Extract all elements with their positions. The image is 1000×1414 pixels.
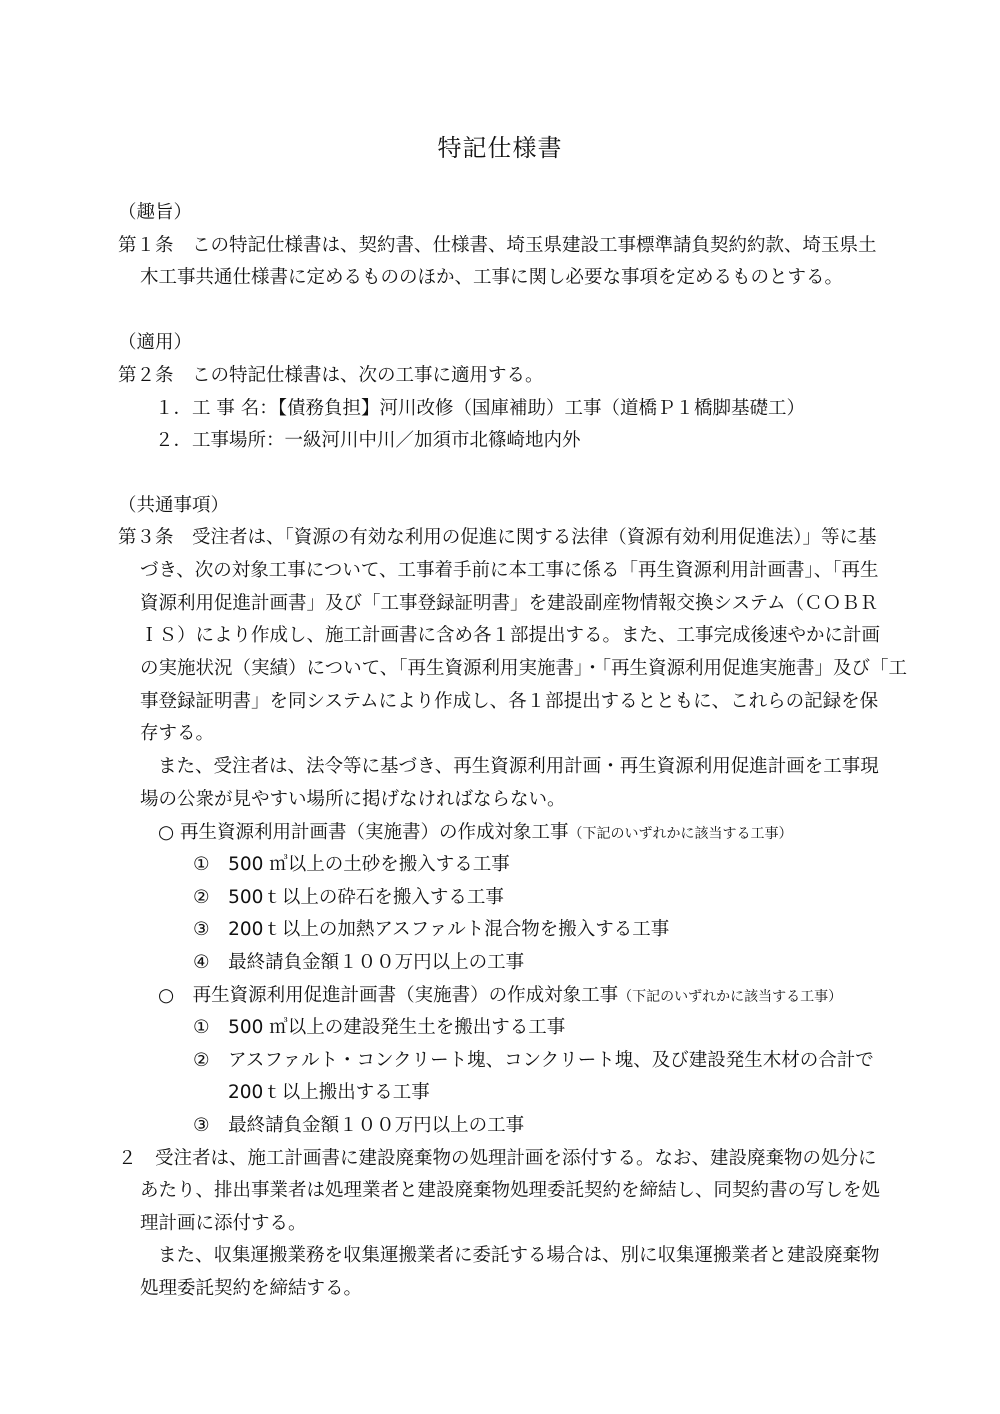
list-2-item: ② アスファルト・コンクリート塊、コンクリート塊、及び建設発生木材の合計で	[193, 1050, 874, 1071]
article-2-item-1: １．工 事 名：【債務負担】河川改修（国庫補助）工事（道橋Ｐ１橋脚基礎工）	[155, 398, 806, 419]
article-3-para-b-line-1: また、受注者は、法令等に基づき、再生資源利用計画・再生資源利用促進計画を工事現	[158, 756, 879, 777]
article-2-item-2: ２．工事場所：一級河川中川／加須市北篠崎地内外	[155, 430, 581, 451]
article-2-line-1: 第２条 この特記仕様書は、次の工事に適用する。	[118, 365, 544, 386]
article-3-line-7: 存する。	[140, 723, 215, 744]
list-1-item: ① 500 ㎥以上の土砂を搬入する工事	[193, 854, 510, 875]
heading-purpose: （趣旨）	[118, 202, 193, 223]
heading-application: （適用）	[118, 332, 193, 353]
list-1-heading	[158, 817, 793, 850]
list-1-heading-note: （下記のいずれかに該当する工事）	[568, 826, 793, 842]
article-3-para-2-line-3: 理計画に添付する。	[140, 1213, 307, 1234]
heading-common: （共通事項）	[118, 495, 230, 516]
list-1-item: ③ 200ｔ以上の加熱アスファルト混合物を搬入する工事	[193, 919, 670, 940]
article-3-line-6: 事登録証明書」を同システムにより作成し、各１部提出するとともに、これらの記録を保	[140, 691, 879, 712]
article-3-line-1: 第３条 受注者は、「資源の有効な利用の促進に関する法律（資源有効利用促進法）」等に基	[118, 527, 877, 548]
list-1-heading-text: ○ 再生資源利用計画書（実施書）の作成対象工事	[158, 822, 569, 843]
article-3-para-3-line-2: 処理委託契約を締結する。	[140, 1278, 363, 1299]
article-1-line-1: 第１条 この特記仕様書は、契約書、仕様書、埼玉県建設工事標準請負契約約款、埼玉県土	[118, 235, 877, 256]
article-3-para-2-line-2: あたり、排出事業者は処理業者と建設廃棄物処理委託契約を締結し、同契約書の写しを処	[140, 1180, 881, 1201]
article-3-para-3-line-1: また、収集運搬業務を収集運搬業者に委託する場合は、別に収集運搬業者と建設廃棄物	[158, 1245, 880, 1266]
article-1-line-2: 木工事共通仕様書に定めるもののほか、工事に関し必要な事項を定めるものとする。	[140, 267, 844, 288]
article-3-para-b-line-2: 場の公衆が見やすい場所に掲げなければならない。	[140, 789, 566, 810]
article-3-line-3: 資源利用促進計画書」及び「工事登録証明書」を建設副産物情報交換システム（ＣＯＢＲ	[140, 593, 879, 614]
article-3-line-2: づき、次の対象工事について、工事着手前に本工事に係る「再生資源利用計画書」、「再生	[140, 560, 879, 581]
list-2-heading-text: ○ 再生資源利用促進計画書（実施書）の作成対象工事	[158, 985, 619, 1006]
list-1-item: ② 500ｔ以上の砕石を搬入する工事	[193, 887, 504, 908]
list-2-item-continuation: 200ｔ以上搬出する工事	[228, 1082, 430, 1103]
list-2-item: ① 500 ㎥以上の建設発生土を搬出する工事	[193, 1017, 566, 1038]
list-2-heading-note: （下記のいずれかに該当する工事）	[618, 989, 843, 1005]
list-1-item: ④ 最終請負金額１００万円以上の工事	[193, 952, 525, 973]
article-3-para-2-line-1: ２ 受注者は、施工計画書に建設廃棄物の処理計画を添付する。なお、建設廃棄物の処分に	[118, 1148, 877, 1169]
article-3-line-4: ＩＳ）により作成し、施工計画書に含め各１部提出する。また、工事完成後速やかに計画	[140, 625, 881, 646]
article-3-line-5: の実施状況（実績）について、「再生資源利用実施書」・「再生資源利用促進実施書」及び「工	[140, 658, 908, 679]
document-title: 特記仕様書	[437, 134, 563, 162]
list-2-heading	[158, 980, 842, 1013]
list-2-item: ③ 最終請負金額１００万円以上の工事	[193, 1115, 525, 1136]
